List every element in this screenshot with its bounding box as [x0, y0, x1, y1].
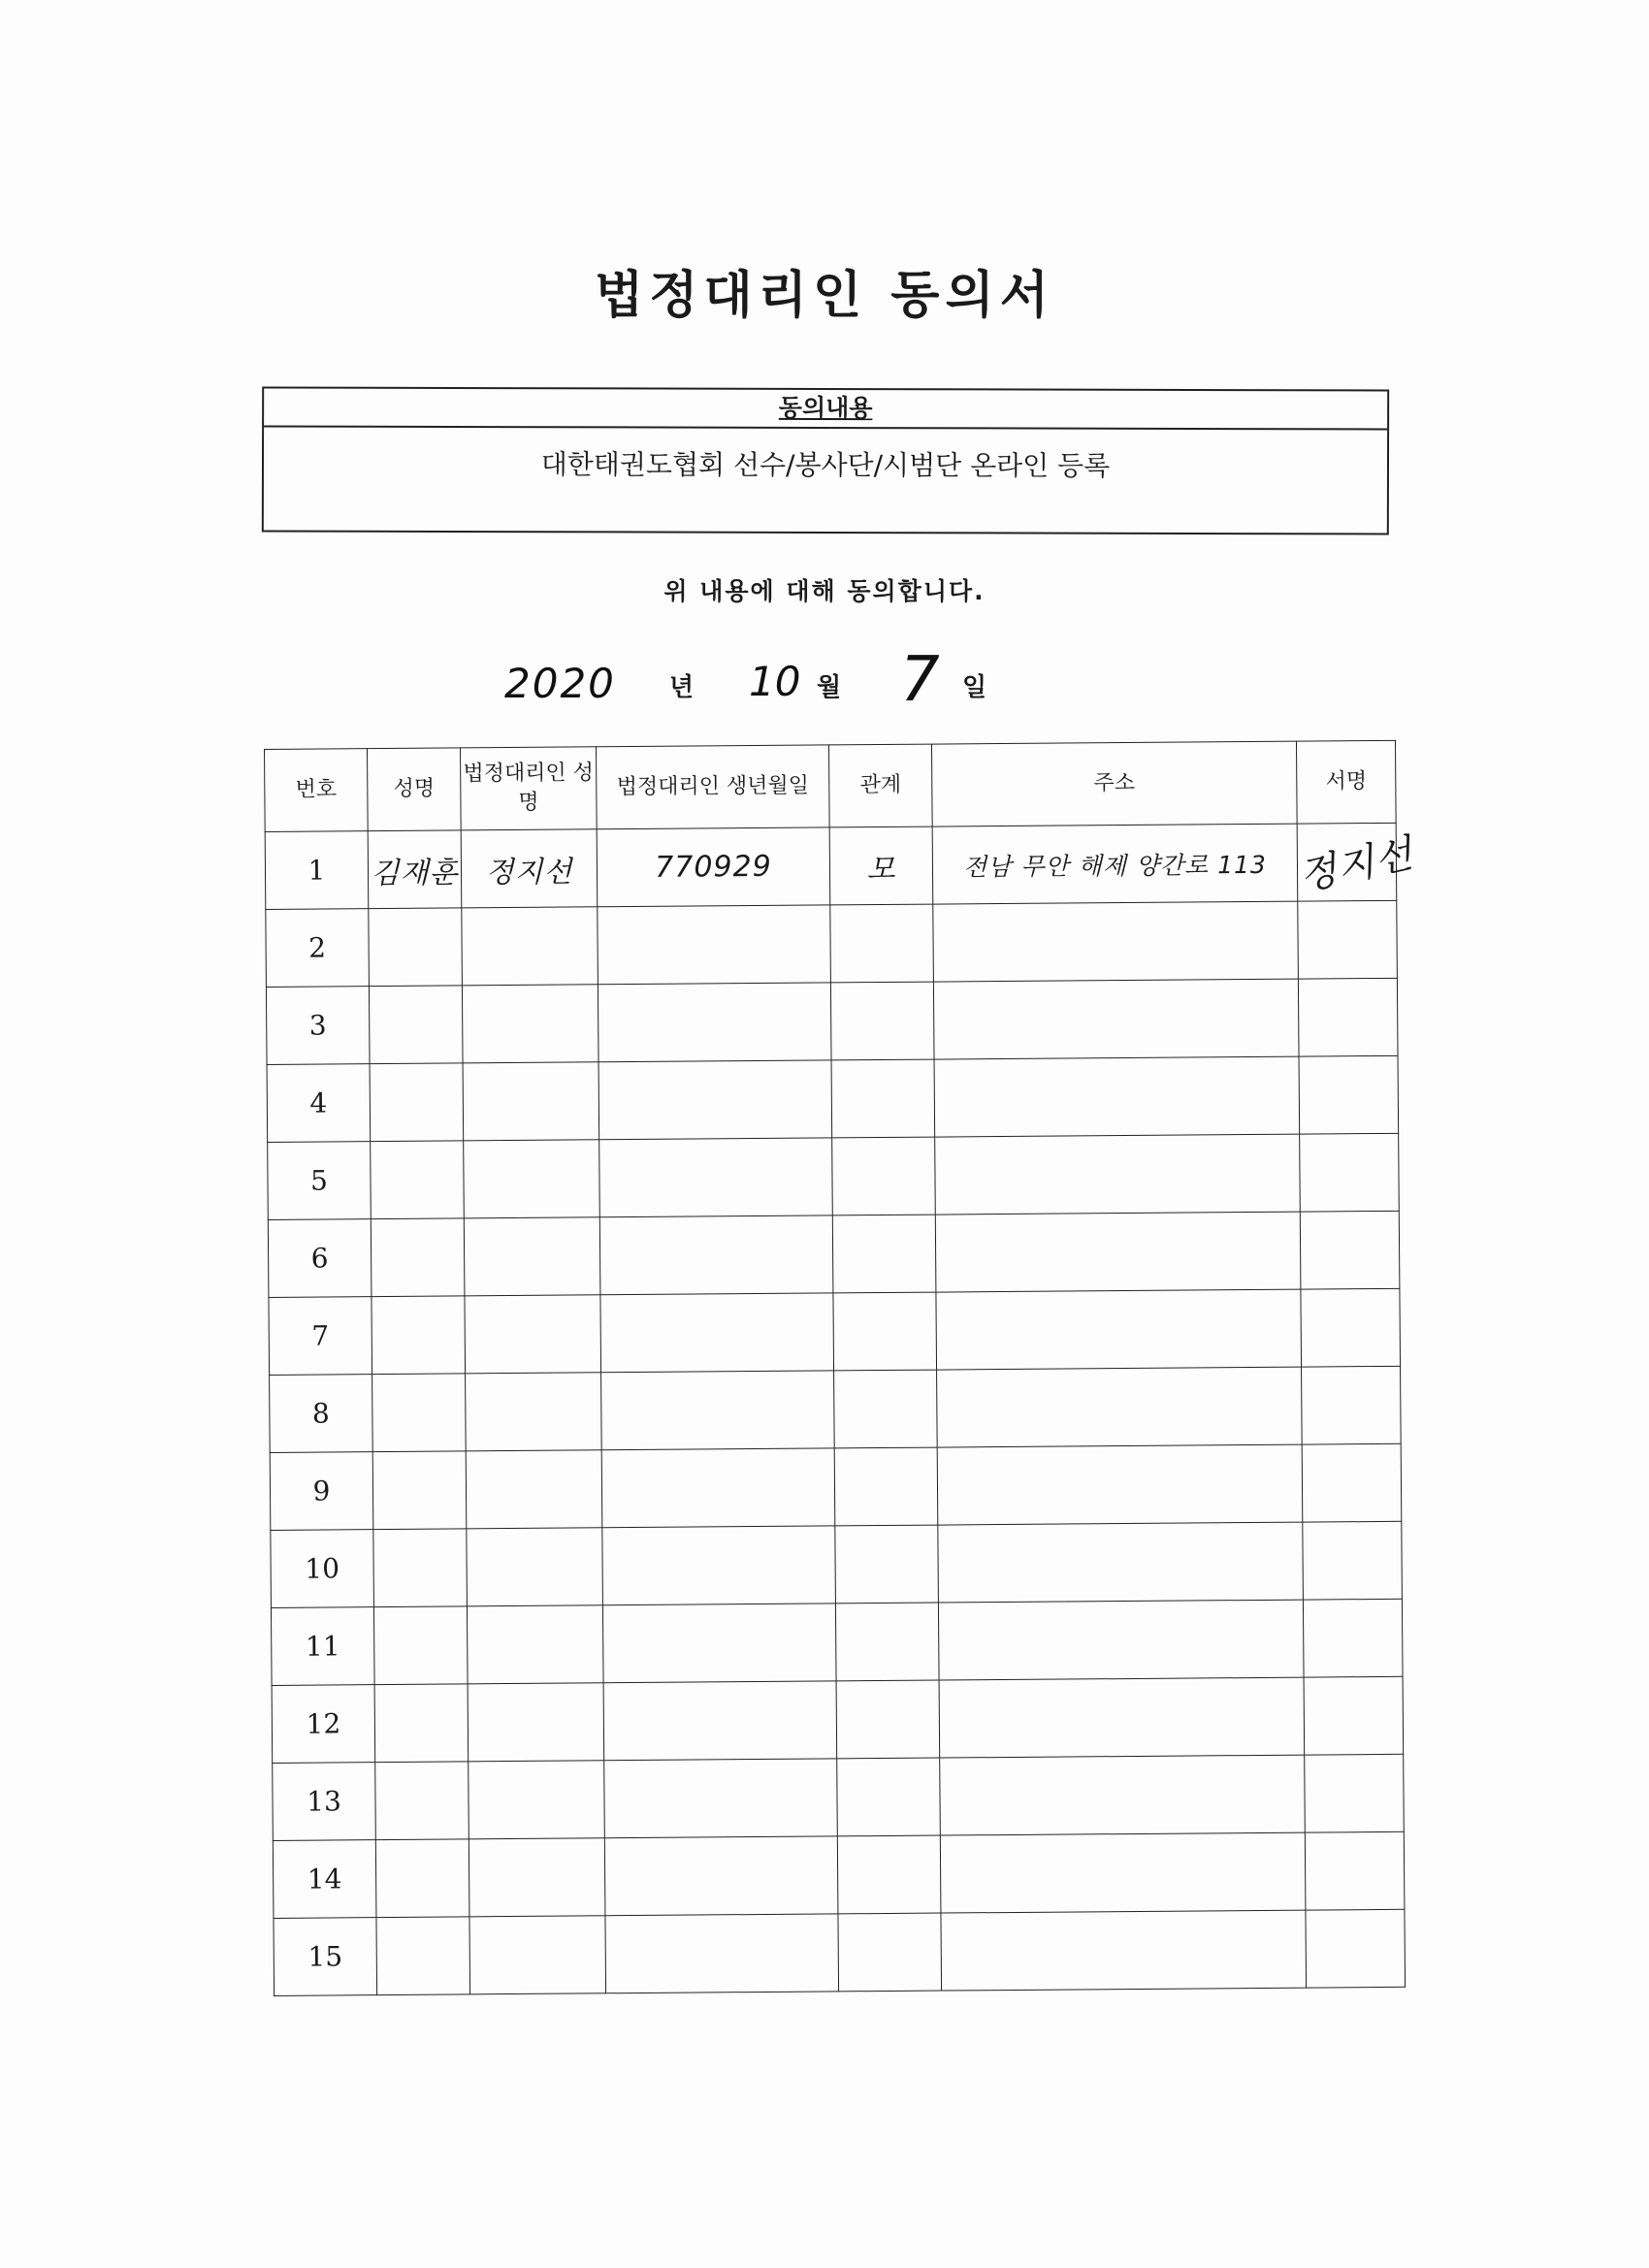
cell-guardian-name — [468, 1683, 604, 1762]
consent-content-box — [262, 386, 1389, 535]
table-row — [266, 978, 1398, 1064]
cell-relation — [832, 1137, 936, 1215]
cell-address — [936, 1289, 1302, 1370]
cell-name — [375, 1762, 469, 1840]
cell-name — [372, 1451, 467, 1530]
cell-guardian-name — [469, 1838, 605, 1917]
cell-guardian-birth — [602, 1604, 836, 1683]
consent-content-text: 대한태권도협회 선수/봉사단/시범단 온라인 등록 — [540, 448, 1111, 482]
date-year: 2020 — [504, 660, 616, 707]
cell-guardian-name — [464, 1217, 600, 1296]
table-row — [273, 1754, 1405, 1840]
cell-guardian-name — [469, 1916, 606, 1994]
col-header-guardian-name: 법정대리인 성명 — [460, 747, 597, 830]
cell-relation — [836, 1680, 940, 1759]
date-month: 10 — [749, 658, 801, 705]
cell-no: 15 — [274, 1918, 377, 1996]
consent-header-label: 동의내용 — [778, 393, 873, 423]
date-line — [495, 644, 1038, 726]
cell-no: 10 — [271, 1530, 374, 1608]
cell-relation — [830, 904, 934, 983]
cell-guardian-name — [463, 1062, 599, 1141]
cell-address — [937, 1444, 1303, 1525]
cell-name — [372, 1296, 466, 1375]
cell-guardian-name — [462, 907, 598, 986]
cell-no: 3 — [266, 987, 370, 1065]
cell-guardian-name — [466, 1373, 602, 1451]
cell-guardian-birth — [601, 1448, 835, 1528]
table-row — [266, 900, 1398, 987]
agreement-statement: 위 내용에 대해 동의합니다. — [663, 577, 986, 605]
table-row — [265, 823, 1397, 909]
cell-name — [374, 1684, 469, 1763]
cell-relation — [833, 1292, 937, 1371]
cell-signature — [1299, 1055, 1399, 1134]
cell-guardian-name — [467, 1528, 603, 1606]
cell-signature — [1306, 1909, 1406, 1988]
col-header-signature: 서명 — [1296, 740, 1396, 824]
cell-guardian-birth — [604, 1836, 838, 1916]
cell-signature — [1300, 1211, 1400, 1289]
cell-guardian-name — [462, 985, 598, 1063]
table-row — [274, 1909, 1406, 1995]
cell-relation — [831, 1059, 935, 1138]
cell-address — [940, 1832, 1306, 1913]
cell-address — [939, 1677, 1305, 1758]
col-header-name: 성명 — [368, 748, 462, 831]
cell-signature — [1302, 1366, 1402, 1444]
table-header-row — [265, 740, 1397, 831]
cell-address — [935, 1212, 1301, 1292]
date-day: 7 — [900, 644, 940, 716]
cell-guardian-birth — [598, 1060, 832, 1140]
consent-header — [264, 388, 1387, 430]
cell-address — [933, 901, 1299, 982]
cell-address — [941, 1910, 1307, 1991]
col-header-relation: 관계 — [828, 744, 932, 827]
guardian-table — [264, 740, 1418, 1996]
table-row — [273, 1831, 1405, 1918]
guardian-table-wrap — [264, 740, 1418, 1996]
table-row — [271, 1599, 1403, 1685]
date-day-label: 일 — [962, 673, 987, 702]
cell-signature — [1298, 900, 1398, 979]
cell-name — [371, 1141, 465, 1219]
table-body — [265, 823, 1418, 1995]
cell-no: 1 — [265, 831, 369, 910]
cell-name — [373, 1606, 468, 1685]
cell-relation — [834, 1447, 938, 1526]
cell-address — [940, 1755, 1306, 1835]
cell-relation — [837, 1835, 941, 1914]
cell-guardian-name — [465, 1295, 601, 1374]
cell-guardian-birth — [603, 1681, 837, 1761]
cell-name — [369, 986, 463, 1064]
cell-signature — [1295, 823, 1418, 901]
table-row — [270, 1366, 1402, 1452]
col-header-no: 번호 — [265, 749, 369, 832]
cell-guardian-birth: 770929 — [597, 827, 830, 907]
cell-no: 6 — [268, 1219, 372, 1298]
handwritten-signature: 정지선 — [1295, 830, 1418, 900]
cell-signature — [1303, 1521, 1403, 1600]
cell-address — [934, 1056, 1300, 1137]
date-year-label: 년 — [669, 673, 695, 702]
cell-guardian-birth — [600, 1293, 834, 1373]
cell-address: 전남 무안 해제 양간로 113 — [932, 824, 1298, 904]
cell-guardian-birth — [602, 1526, 836, 1605]
cell-no: 11 — [271, 1607, 374, 1686]
table-row — [267, 1055, 1399, 1142]
cell-name — [370, 1063, 464, 1142]
cell-name — [369, 908, 463, 987]
date-month-label: 월 — [817, 673, 842, 702]
cell-no: 13 — [273, 1763, 376, 1841]
cell-no: 5 — [268, 1142, 372, 1220]
table-row — [271, 1521, 1403, 1607]
cell-guardian-birth — [604, 1759, 838, 1838]
cell-signature — [1302, 1443, 1402, 1522]
cell-relation — [835, 1525, 939, 1604]
cell-guardian-birth — [598, 983, 831, 1062]
cell-guardian-name: 정지선 — [461, 829, 598, 908]
table-row — [272, 1676, 1404, 1763]
cell-relation: 모 — [829, 826, 933, 905]
cell-no: 8 — [270, 1375, 373, 1453]
cell-relation — [832, 1215, 936, 1293]
cell-signature — [1304, 1676, 1404, 1755]
cell-relation — [834, 1370, 938, 1448]
cell-address — [933, 979, 1299, 1059]
cell-guardian-birth — [599, 1215, 833, 1295]
cell-no: 7 — [269, 1297, 372, 1376]
cell-name — [373, 1529, 468, 1607]
cell-signature — [1305, 1831, 1405, 1910]
cell-guardian-birth — [605, 1914, 839, 1993]
page-title: 법정대리인 동의서 — [595, 266, 1054, 325]
cell-no: 2 — [266, 909, 370, 988]
cell-guardian-name — [464, 1140, 600, 1218]
cell-name — [372, 1374, 467, 1452]
cell-guardian-name — [467, 1605, 603, 1684]
cell-signature — [1305, 1754, 1405, 1832]
cell-no: 4 — [267, 1064, 371, 1143]
cell-address — [937, 1367, 1303, 1447]
cell-address — [935, 1134, 1301, 1215]
cell-guardian-birth — [598, 905, 831, 985]
cell-signature — [1301, 1288, 1401, 1367]
cell-signature — [1300, 1133, 1400, 1212]
cell-address — [938, 1522, 1304, 1603]
cell-address — [938, 1600, 1304, 1680]
cell-no: 9 — [270, 1452, 373, 1531]
table-row — [269, 1288, 1401, 1375]
cell-name — [375, 1839, 469, 1918]
cell-name — [376, 1917, 470, 1995]
col-header-guardian-birth: 법정대리인 생년월일 — [596, 745, 829, 829]
cell-guardian-name — [466, 1450, 602, 1529]
cell-no: 12 — [272, 1685, 375, 1764]
cell-signature — [1298, 978, 1398, 1056]
table-row — [270, 1443, 1402, 1530]
cell-guardian-birth — [601, 1371, 835, 1450]
table-row — [268, 1133, 1400, 1219]
cell-name: 김재훈 — [368, 830, 462, 909]
cell-guardian-birth — [599, 1138, 833, 1217]
cell-guardian-name — [469, 1761, 605, 1839]
cell-signature — [1303, 1599, 1403, 1677]
col-header-address: 주소 — [931, 741, 1297, 826]
table-row — [268, 1211, 1400, 1297]
cell-name — [371, 1218, 465, 1297]
cell-relation — [838, 1913, 942, 1992]
cell-no: 14 — [273, 1840, 376, 1919]
cell-relation — [837, 1758, 941, 1836]
cell-relation — [835, 1603, 939, 1681]
cell-relation — [830, 982, 934, 1060]
